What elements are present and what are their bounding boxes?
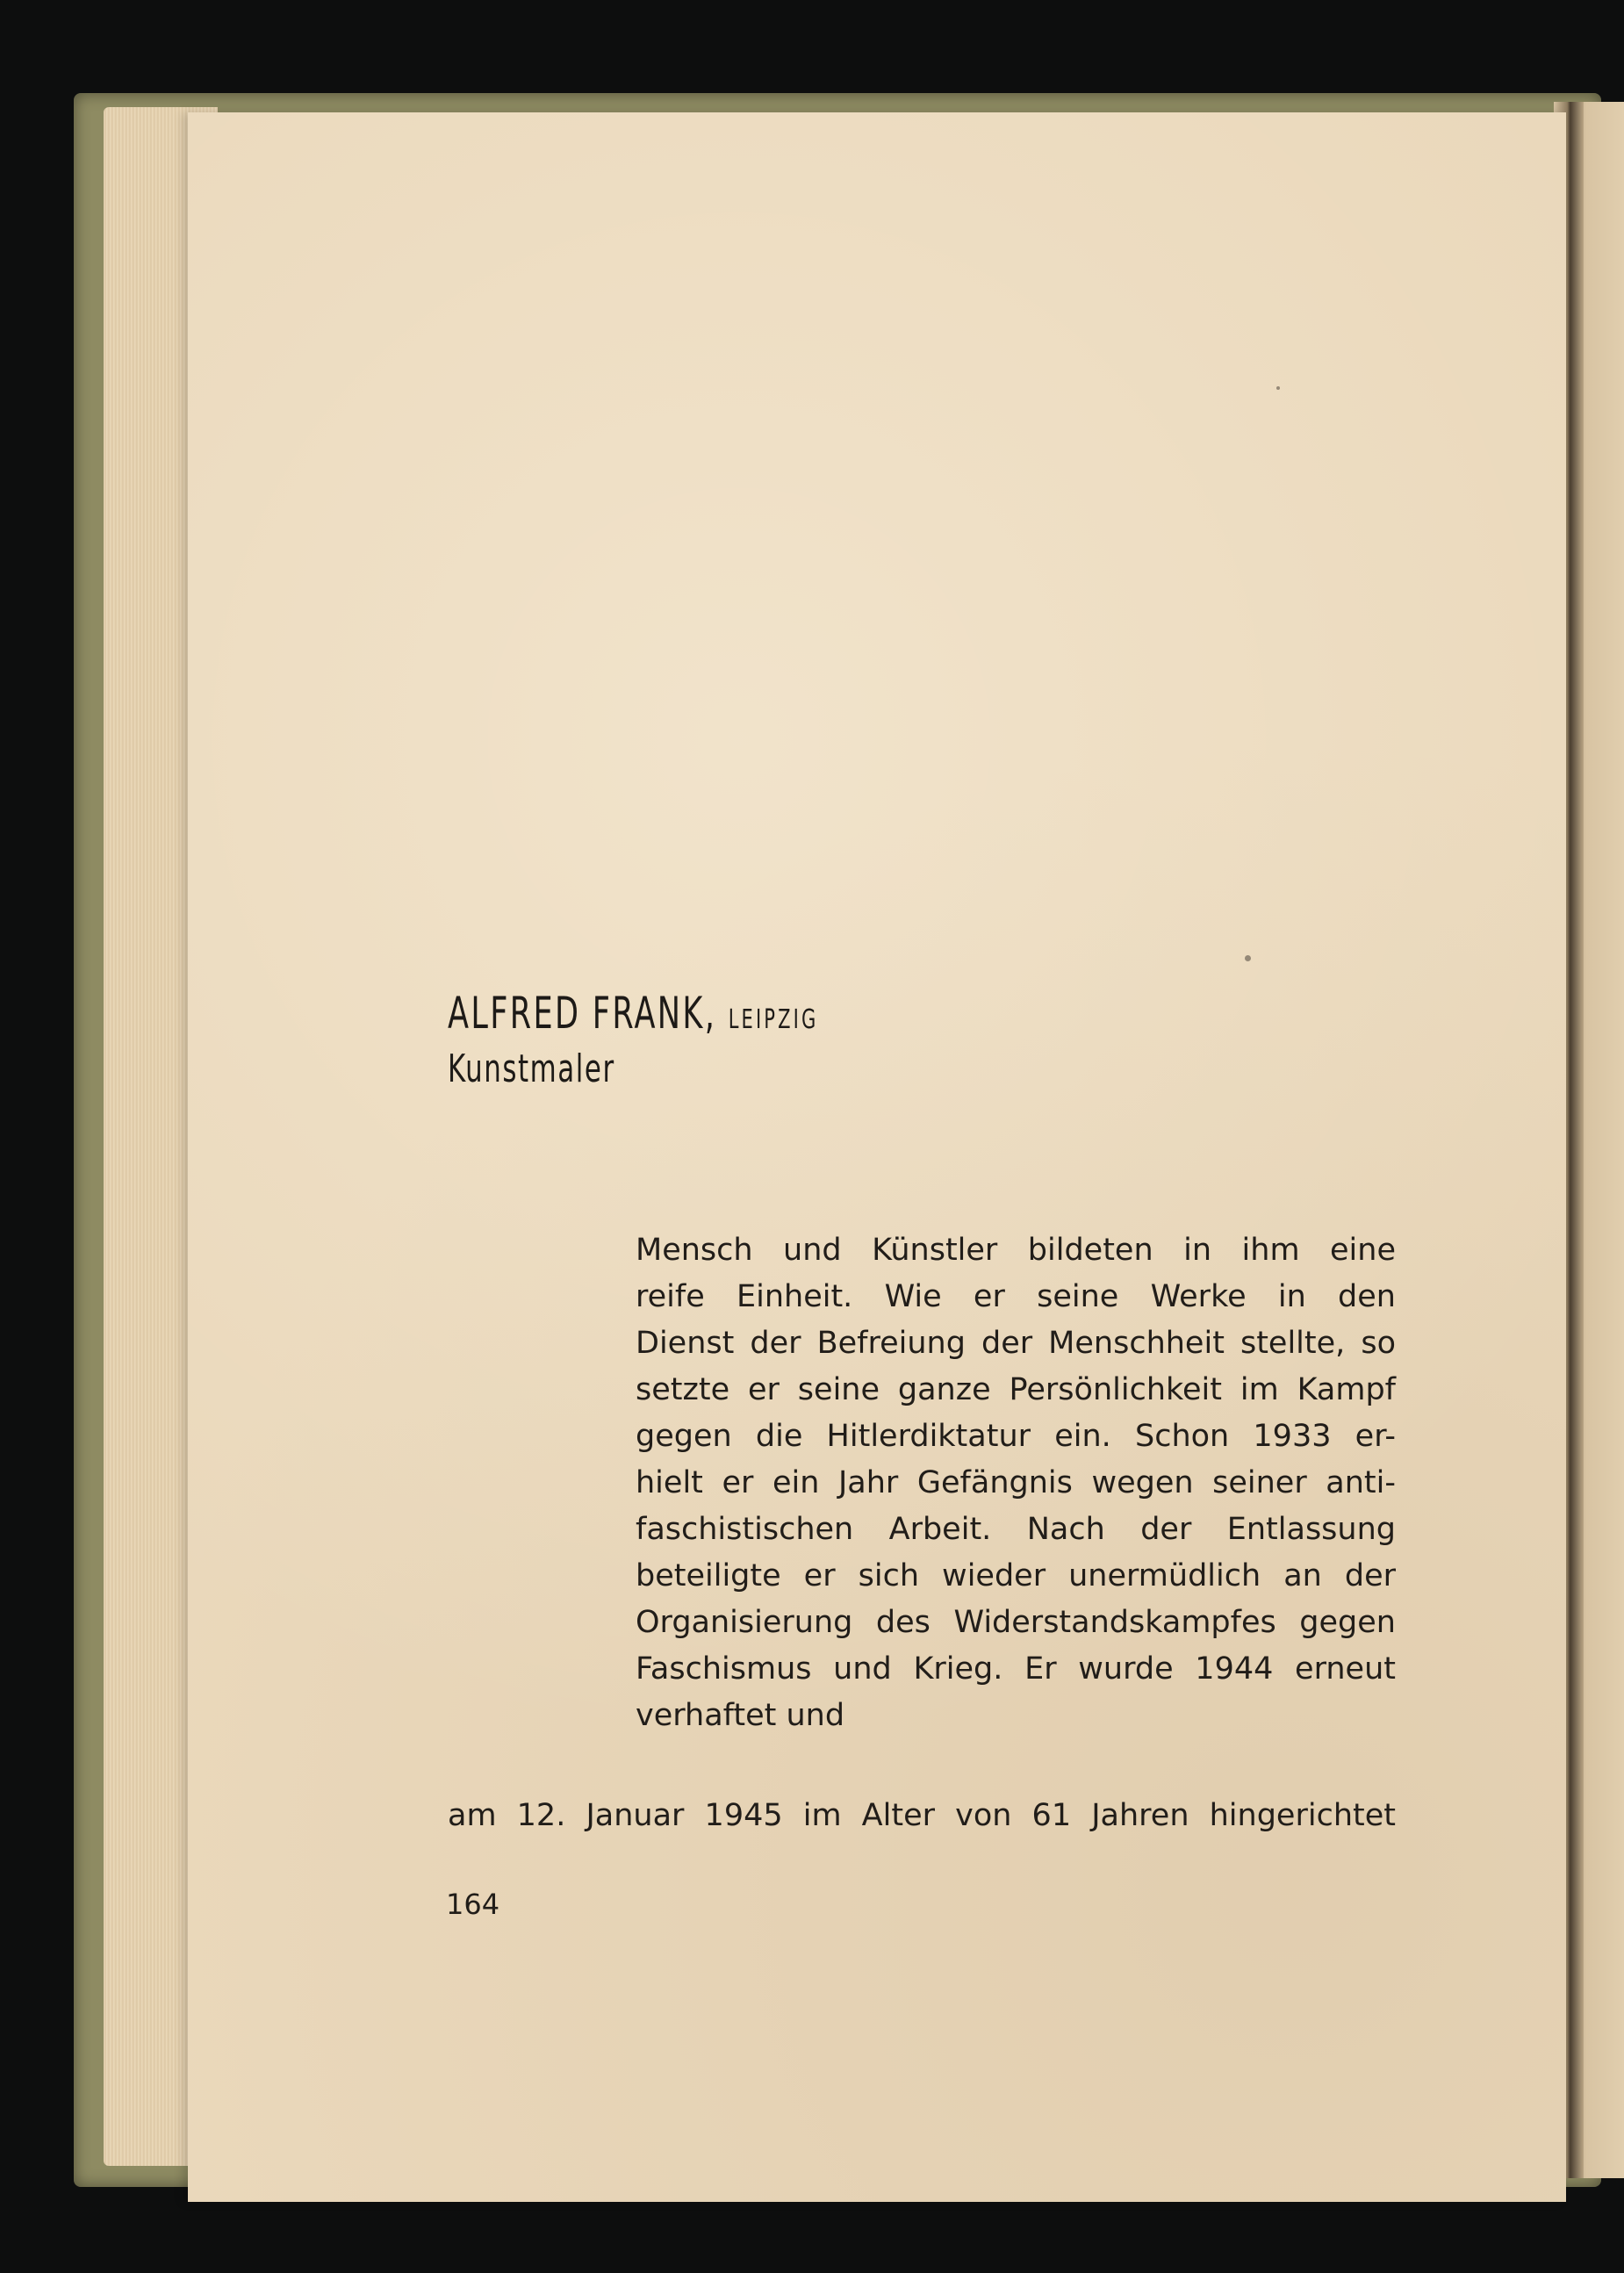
page-subheading: Kunstmaler — [448, 1047, 615, 1091]
paragraph-line: setzte er seine ganze Persönlichkeit im Kampf — [636, 1372, 1396, 1407]
paragraph-line: Organisierung des Widerstandskampfes gegen — [636, 1605, 1396, 1640]
paragraph-line: Mensch und Künstler bildeten in ihm eine — [636, 1233, 1396, 1268]
page-heading — [448, 988, 818, 1039]
heading-place: LEIPZIG — [728, 1004, 819, 1035]
paragraph-line: Dienst der Befreiung der Menschheit stellte, so — [636, 1326, 1396, 1361]
book-page — [188, 112, 1566, 2202]
paragraph-line: verhaftet und — [636, 1698, 845, 1733]
heading-name: ALFRED FRANK, — [448, 988, 717, 1039]
paragraph-line: beteiligte er sich wieder unermüdlich an der — [636, 1558, 1396, 1593]
body-paragraph — [636, 1227, 1396, 1739]
paragraph-line: reife Einheit. Wie er seine Werke in den — [636, 1279, 1396, 1314]
paragraph-line: hielt er ein Jahr Gefängnis wegen seiner anti- — [636, 1465, 1396, 1500]
paper-speck — [1276, 386, 1280, 390]
page-number: 164 — [446, 1888, 500, 1921]
paper-speck — [1245, 955, 1251, 961]
paragraph-line: gegen die Hitlerdiktatur ein. Schon 1933 er- — [636, 1419, 1396, 1454]
paragraph-line: faschistischen Arbeit. Nach der Entlassung — [636, 1512, 1396, 1547]
paragraph-line: Faschismus und Krieg. Er wurde 1944 erneut — [636, 1651, 1396, 1687]
final-line: am 12. Januar 1945 im Alter von 61 Jahren hingerichtet — [448, 1798, 1396, 1833]
